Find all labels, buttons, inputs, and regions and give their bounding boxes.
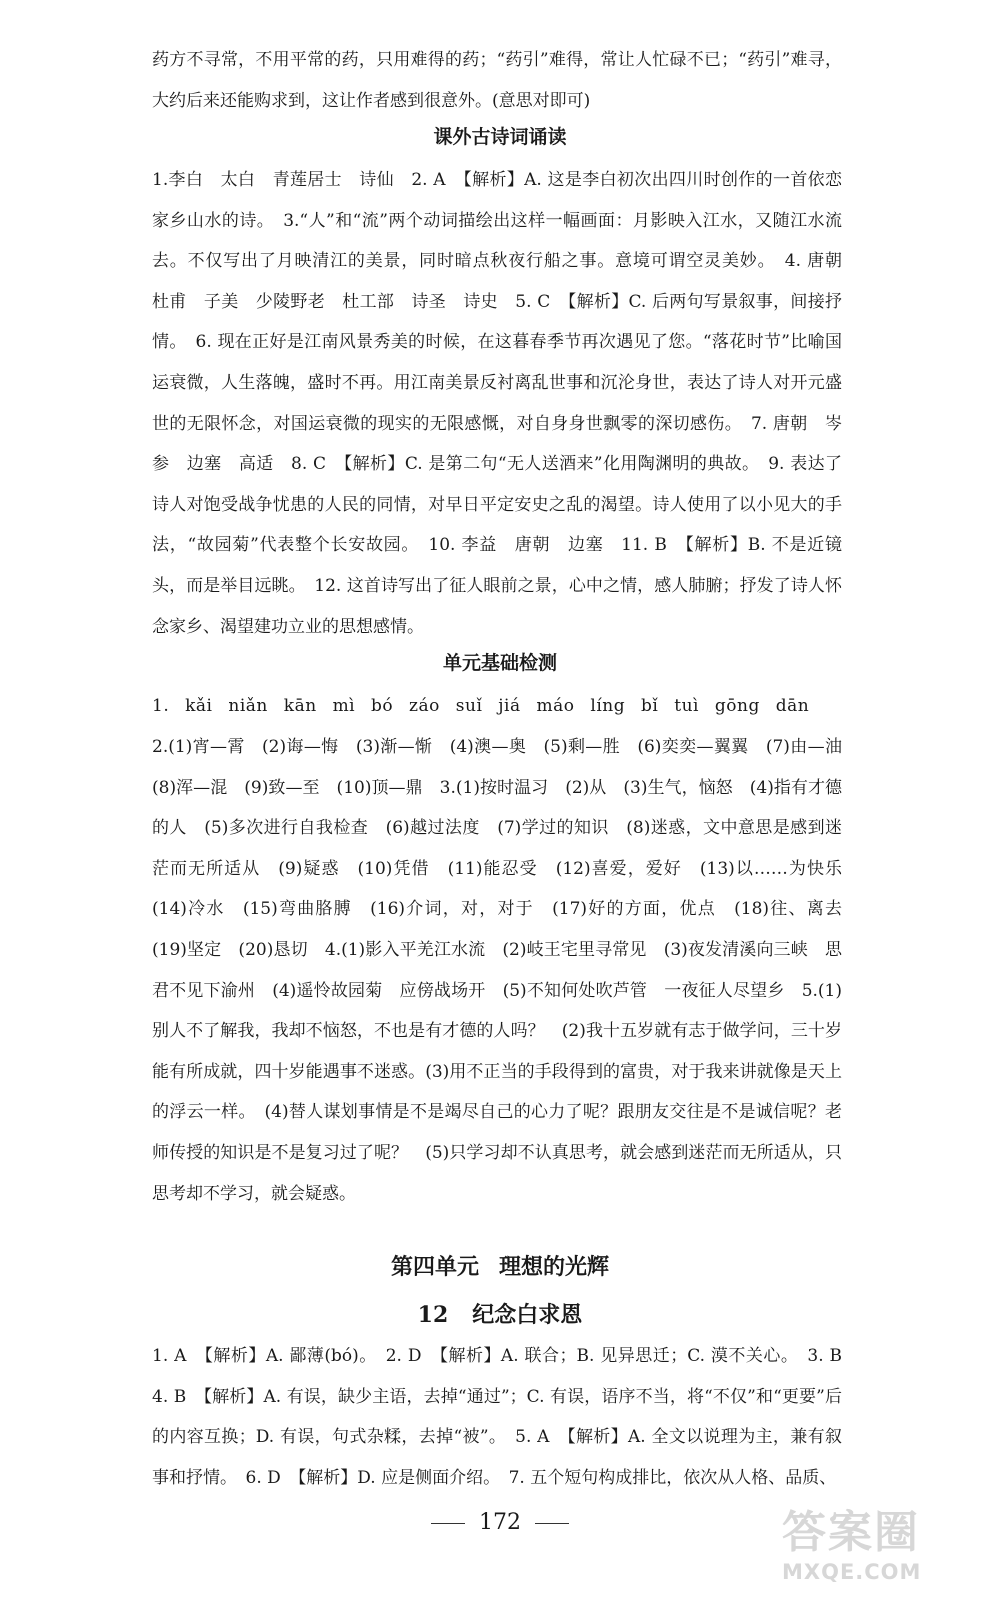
page-number-dash-right <box>535 1523 569 1524</box>
unit-title <box>0 1250 1000 1281</box>
poetry-answers <box>152 160 859 647</box>
page-number-text: 172 <box>479 1510 521 1535</box>
lesson-name: 纪念白求恩 <box>472 1302 583 1328</box>
intro-paragraph <box>152 40 842 121</box>
unit-check-answers <box>152 727 859 1214</box>
lesson-answers <box>152 1336 859 1498</box>
watermark-logo: 答案圈 <box>782 1507 920 1558</box>
unit-name: 理想的光辉 <box>499 1254 610 1280</box>
pinyin-answer <box>152 686 842 727</box>
watermark-url: MXQE.COM <box>782 1560 922 1584</box>
lesson-title <box>0 1298 1000 1329</box>
unit-label: 第四单元 <box>390 1254 479 1280</box>
unit-check-text: 2.(1)宵—霄 (2)诲—悔 (3)渐—惭 (4)澳—奥 (5)剩—胜 (6)奕奕—翼翼 (7)由—油 (8)浑—混 (9)致—至 (10)顶—鼎 3.(1)按时温习 (2)从 (3)生气，恼怒 (4)指有才德的人 (5)多次进行自我检查 (6)越过法度 (7)学过的知识 (8)迷惑，文中意思是感到迷茫而无所适从 (9)疑惑 (10)凭借 (11)能忍受 (12)喜爱，爱好 (13)以……为快乐 (14)冷水 (15)弯曲胳膊 (16)介词，对，对于 (17)好的方面，优点 (18)往、离去 (19)坚定 (20)恳切 4.(1)影入平羌江水流 (2)岐王宅里寻常见 (3)夜发清溪向三峡 思君不见下渝州 (4)遥怜故园菊 应傍战场开 (5)不知何处吹芦管 一夜征人尽望乡 5.(1)别人不了解我，我却不恼怒，不也是有才德的人吗？ (2)我十五岁就有志于做学问，三十岁能有所成就，四十岁能遇事不迷惑。(3)用不正当的手段得到的富贵，对于我来讲就像是天上的浮云一样。 (4)替人谋划事情是不是竭尽自己的心力了呢？跟朋友交往是不是诚信呢？老师传授的知识是不是复习过了呢？ (5)只学习却不认真思考，就会感到迷茫而无所适从，只思考却不学习，就会疑惑。 <box>152 737 859 1204</box>
poetry-answers-text: 1.李白 太白 青莲居士 诗仙 2. A 【解析】A. 这是李白初次出四川时创作的一首依恋家乡山水的诗。 3.“人”和“流”两个动词描绘出这样一幅画面：月影映入江水，又随江水流去。不仅写出了月映清江的美景，同时暗点秋夜行船之事。意境可谓空灵美妙。 4. 唐朝 杜甫 子美 少陵野老 杜工部 诗圣 诗史 5. C 【解析】C. 后两句写景叙事，间接抒情。 6. 现在正好是江南风景秀美的时候，在这暮春季节再次遇见了您。“落花时节”比喻国运衰微，人生落魄，盛时不再。用江南美景反衬离乱世事和沉沦身世，表达了诗人对开元盛世的无限怀念，对国运衰微的现实的无限感慨，对自身身世飘零的深切感伤。 7. 唐朝 岑参 边塞 高适 8. C 【解析】C. 是第二句“无人送酒来”化用陶渊明的典故。 9. 表达了诗人对饱受战争忧患的人民的同情，对早日平定安史之乱的渴望。诗人使用了以小见大的手法，“故园菊”代表整个长安故园。 10. 李益 唐朝 边塞 11. B 【解析】B. 不是近镜头，而是举目远眺。 12. 这首诗写出了征人眼前之景，心中之情，感人肺腑；抒发了诗人怀念家乡、渴望建功立业的思想感情。 <box>152 170 859 637</box>
lesson-number: 12 <box>417 1302 449 1328</box>
intro-text: 药方不寻常，不用平常的药，只用难得的药；“药引”难得，常让人忙碌不已；“药引”难寻，大约后来还能购求到，这让作者感到很意外。(意思对即可) <box>152 50 842 111</box>
section-title-poetry: 课外古诗词诵读 <box>433 126 567 148</box>
lesson-answers-text: 1. A 【解析】A. 鄙薄(bó)。 2. D 【解析】A. 联合；B. 见异思迁；C. 漠不关心。 3. B 4. B 【解析】A. 有误，缺少主语，去掉“通过”；C. 有误，语序不当，将“不仅”和“更要”后的内容互换；D. 有误，句式杂糅，去掉“被”。 5. A 【解析】A. 全文以说理为主，兼有叙事和抒情。 6. D 【解析】D. 应是侧面介绍。 7. 五个短句构成排比，依次从人格、品质、 <box>152 1346 859 1488</box>
section-title-unit-check: 单元基础检测 <box>442 652 557 674</box>
watermark <box>782 1506 982 1594</box>
pinyin-text: 1. kǎi niǎn kān mì bó záo suǐ jiá máo líng bǐ tuì gōng dān <box>152 696 810 716</box>
page-number-dash-left <box>431 1523 465 1524</box>
